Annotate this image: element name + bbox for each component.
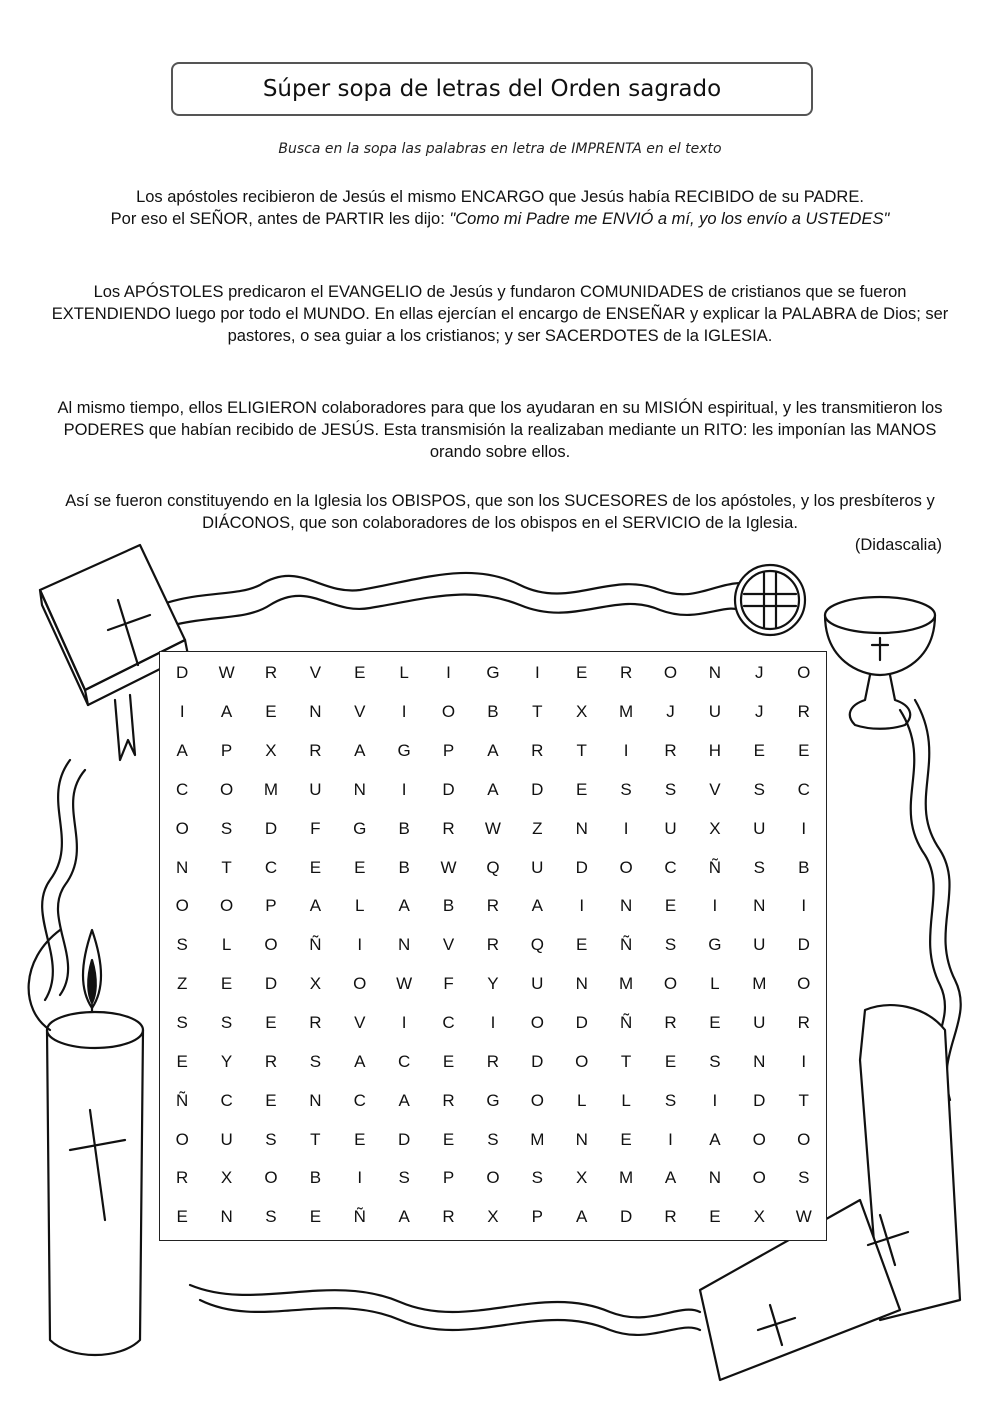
grid-letter[interactable]: Q [486, 857, 500, 877]
grid-letter[interactable]: I [357, 935, 363, 955]
grid-letter[interactable]: I [579, 896, 585, 916]
grid-letter[interactable]: R [797, 1013, 810, 1033]
grid-letter[interactable]: U [220, 1129, 233, 1149]
grid-letter[interactable]: A [709, 1129, 721, 1149]
grid-letter[interactable]: Ñ [309, 935, 322, 955]
grid-letter[interactable]: H [708, 741, 722, 761]
grid-letter[interactable]: S [664, 1090, 677, 1110]
paragraph-2 [40, 281, 960, 347]
grid-letter[interactable]: M [752, 974, 767, 994]
grid-letter[interactable]: O [175, 896, 189, 916]
grid-letter[interactable]: S [753, 779, 765, 799]
grid-letter[interactable]: R [264, 1051, 278, 1071]
grid-letter[interactable]: I [801, 1051, 807, 1071]
grid-letter[interactable]: U [664, 818, 677, 838]
grid-letter[interactable]: L [710, 974, 720, 994]
grid-letter[interactable]: C [398, 1051, 411, 1071]
grid-letter[interactable]: P [442, 1168, 455, 1188]
grid-row [160, 1004, 826, 1043]
grid-letter[interactable]: I [623, 741, 629, 761]
grid-letter[interactable]: I [401, 779, 407, 799]
grid-letter[interactable]: Y [487, 974, 499, 994]
grid-letter[interactable]: O [264, 1168, 278, 1188]
grid-letter[interactable]: E [354, 857, 366, 877]
grid-letter[interactable]: O [441, 702, 456, 722]
grid-letter[interactable]: I [446, 663, 451, 683]
grid-letter[interactable]: I [712, 896, 718, 916]
grid-letter[interactable]: A [354, 1051, 366, 1071]
grid-letter[interactable]: D [753, 1090, 766, 1110]
grid-letter[interactable]: U [531, 974, 544, 994]
grid-letter[interactable]: C [176, 779, 189, 799]
grid-letter[interactable]: E [576, 779, 588, 799]
grid-letter[interactable]: E [309, 1207, 322, 1227]
grid-letter[interactable]: N [575, 818, 588, 838]
grid-letter[interactable]: A [398, 896, 410, 916]
grid-letter[interactable]: S [176, 1013, 188, 1033]
grid-letter[interactable]: O [175, 818, 189, 838]
grid-letter[interactable]: I [801, 818, 807, 838]
grid-letter[interactable]: M [619, 1168, 634, 1188]
grid-letter[interactable]: S [664, 779, 677, 799]
grid-letter[interactable]: R [619, 663, 633, 683]
grid-letter[interactable]: S [709, 1051, 721, 1071]
grid-letter[interactable]: P [220, 741, 233, 761]
grid-letter[interactable]: G [397, 741, 411, 761]
grid-letter[interactable]: A [354, 741, 366, 761]
grid-letter[interactable]: E [220, 974, 233, 994]
grid-letter[interactable]: T [620, 1051, 632, 1071]
grid-letter[interactable]: W [440, 857, 457, 877]
grid-letter[interactable]: N [353, 779, 366, 799]
grid-row [160, 1159, 826, 1198]
grid-letter[interactable]: S [487, 1129, 499, 1149]
grid-letter[interactable]: D [398, 1129, 411, 1149]
grid-letter[interactable]: V [354, 1013, 366, 1033]
paragraph-2-text: Los APÓSTOLES predicaron el EVANGELIO de Jesús y fundaron COMUNIDADES de cristianos que se fueron EXTENDIENDO luego por todo el MUNDO. En ellas ejercían el encargo de ENSEÑAR y explicar la PALABRA de Dios; ser pastores, o sea guiar a los cristianos; y ser SACERDOTES de la IGLESIA. [51, 283, 949, 345]
grid-row [160, 809, 826, 848]
grid-letter[interactable]: R [531, 741, 544, 761]
grid-letter[interactable]: Y [220, 1051, 233, 1071]
word-search-grid [159, 651, 827, 1241]
grid-letter[interactable]: R [309, 741, 322, 761]
grid-letter[interactable]: O [752, 1168, 766, 1188]
grid-letter[interactable]: R [442, 1090, 455, 1110]
grid-letter[interactable]: A [309, 896, 322, 916]
grid-letter[interactable]: Ñ [708, 857, 722, 877]
grid-letter[interactable]: M [619, 702, 634, 722]
grid-letter[interactable]: G [708, 935, 722, 955]
paragraph-4-text: Así se fueron constituyendo en la Iglesia los OBISPOS, que son los SUCESORES de los apóstoles, y los presbíteros y DIÁCONOS, que son colaboradores de los obispos en el SERVICIO de la Iglesia. [65, 492, 935, 532]
grid-letter[interactable]: Ñ [176, 1090, 189, 1110]
grid-letter[interactable]: S [265, 1129, 277, 1149]
grid-letter[interactable]: O [175, 1129, 189, 1149]
grid-letter[interactable]: N [619, 896, 633, 916]
grid-letter[interactable]: T [221, 857, 232, 877]
grid-letter[interactable]: W [218, 663, 235, 683]
grid-letter[interactable]: N [220, 1207, 233, 1227]
grid-letter[interactable]: S [398, 1168, 410, 1188]
grid-letter[interactable]: T [576, 741, 587, 761]
grid-letter[interactable]: C [264, 857, 278, 877]
grid-letter[interactable]: R [797, 702, 810, 722]
grid-letter[interactable]: N [708, 1168, 722, 1188]
grid-letter[interactable]: V [309, 663, 322, 683]
grid-letter[interactable]: X [487, 1207, 499, 1227]
grid-letter[interactable]: E [265, 1013, 277, 1033]
grid-letter[interactable]: S [176, 935, 188, 955]
grid-letter[interactable]: N [398, 935, 411, 955]
grid-row [160, 887, 826, 926]
grid-letter[interactable]: X [709, 818, 721, 838]
grid-letter[interactable]: E [309, 857, 322, 877]
grid-letter[interactable]: I [623, 818, 629, 838]
source-credit: (Didascalia) [854, 536, 942, 554]
grid-letter[interactable]: C [797, 779, 810, 799]
grid-letter[interactable]: L [621, 1090, 631, 1110]
grid-letter[interactable]: E [176, 1207, 188, 1227]
grid-letter[interactable]: I [490, 1013, 496, 1033]
grid-letter[interactable]: L [221, 935, 232, 955]
grid-letter[interactable]: U [753, 818, 766, 838]
grid-letter[interactable]: I [357, 1168, 363, 1188]
grid-letter[interactable]: E [176, 1051, 188, 1071]
grid-letter[interactable]: J [755, 663, 764, 683]
grid-letter[interactable]: T [310, 1129, 321, 1149]
grid-letter[interactable]: U [309, 779, 322, 799]
grid-letter[interactable]: O [663, 974, 678, 994]
grid-letter[interactable]: N [575, 1129, 588, 1149]
paragraph-1-text: Por eso el SEÑOR, antes de PARTIR les dijo: [110, 210, 450, 228]
grid-letter[interactable]: R [442, 818, 455, 838]
grid-letter[interactable]: A [664, 1168, 677, 1188]
grid-row [160, 1042, 826, 1081]
grid-letter[interactable]: E [442, 1051, 455, 1071]
grid-letter[interactable]: A [576, 1207, 588, 1227]
grid-letter[interactable]: O [663, 663, 678, 683]
grid-letter[interactable]: C [353, 1090, 366, 1110]
grid-row [160, 1120, 826, 1159]
grid-letter[interactable]: O [797, 974, 811, 994]
grid-letter[interactable]: O [575, 1051, 589, 1071]
grid-letter[interactable]: N [708, 663, 722, 683]
grid-letter[interactable]: E [753, 741, 765, 761]
grid-letter[interactable]: R [264, 663, 278, 683]
paragraph-4 [40, 490, 960, 534]
grid-letter[interactable]: N [309, 1090, 322, 1110]
grid-letter[interactable]: L [355, 896, 365, 916]
grid-letter[interactable]: J [666, 702, 675, 722]
grid-letter[interactable]: C [220, 1090, 233, 1110]
grid-letter[interactable]: R [664, 1013, 677, 1033]
grid-letter[interactable]: A [487, 741, 499, 761]
grid-row [160, 771, 826, 810]
grid-letter[interactable]: L [576, 1090, 587, 1110]
grid-letter[interactable]: D [442, 779, 455, 799]
grid-letter[interactable]: X [220, 1168, 233, 1188]
grid-letter[interactable]: R [664, 741, 677, 761]
grid-letter[interactable]: S [664, 935, 677, 955]
paragraph-1-line-1: Los apóstoles recibieron de Jesús el mismo ENCARGO que Jesús había RECIBIDO de su PADRE. [136, 188, 864, 206]
grid-letter[interactable]: Z [177, 974, 188, 994]
grid-letter[interactable]: D [797, 935, 810, 955]
grid-letter[interactable]: S [265, 1207, 277, 1227]
grid-letter[interactable]: A [487, 779, 499, 799]
grid-letter[interactable]: F [443, 974, 454, 994]
grid-letter[interactable]: T [798, 1090, 809, 1110]
grid-letter[interactable]: S [220, 1013, 233, 1033]
grid-letter[interactable]: R [442, 1207, 455, 1227]
grid-row [160, 732, 826, 771]
grid-row [160, 654, 826, 693]
grid-letter[interactable]: E [576, 663, 588, 683]
grid-letter[interactable]: N [309, 702, 322, 722]
grid-letter[interactable]: N [575, 974, 588, 994]
grid-letter[interactable]: A [398, 1207, 410, 1227]
grid-letter[interactable]: I [712, 1090, 718, 1110]
grid-letter[interactable]: E [576, 935, 588, 955]
instructions: Busca en la sopa las palabras en letra de IMPRENTA en el texto [278, 141, 722, 157]
grid-letter[interactable]: Q [530, 935, 544, 955]
grid-letter[interactable]: T [532, 702, 543, 722]
grid-letter[interactable]: R [486, 935, 500, 955]
grid-row [160, 965, 826, 1004]
grid-letter[interactable]: R [486, 896, 500, 916]
grid-letter[interactable]: M [619, 974, 634, 994]
grid-letter[interactable]: O [264, 935, 278, 955]
grid-letter[interactable]: P [531, 1207, 543, 1227]
grid-letter[interactable]: E [265, 702, 277, 722]
grid-letter[interactable]: W [396, 974, 413, 994]
grid-letter[interactable]: Ñ [353, 1207, 366, 1227]
grid-letter[interactable]: S [753, 857, 765, 877]
grid-letter[interactable]: N [753, 1051, 766, 1071]
grid-letter[interactable]: J [755, 702, 764, 722]
grid-letter[interactable]: B [442, 896, 455, 916]
grid-letter[interactable]: I [179, 702, 185, 722]
grid-letter[interactable]: G [486, 1090, 500, 1110]
grid-letter[interactable]: Ñ [619, 935, 633, 955]
grid-letter[interactable]: W [484, 818, 501, 838]
grid-letter[interactable]: B [398, 857, 410, 877]
grid-letter[interactable]: I [401, 1013, 407, 1033]
grid-letter[interactable]: M [263, 779, 279, 799]
grid-letter[interactable]: Z [532, 818, 543, 838]
grid-letter[interactable]: V [442, 935, 455, 955]
grid-letter[interactable]: O [219, 896, 234, 916]
grid-letter[interactable]: O [530, 1090, 544, 1110]
grid-letter[interactable]: L [399, 663, 409, 683]
grid-letter[interactable]: A [398, 1090, 410, 1110]
grid-letter[interactable]: C [442, 1013, 455, 1033]
grid-letter[interactable]: O [619, 857, 633, 877]
grid-letter[interactable]: E [709, 1207, 721, 1227]
grid-row [160, 1198, 826, 1237]
grid-letter[interactable]: R [309, 1013, 322, 1033]
grid-letter[interactable]: I [401, 702, 407, 722]
grid-letter[interactable]: Ñ [619, 1013, 633, 1033]
grid-letter[interactable]: D [264, 974, 278, 994]
grid-row [160, 926, 826, 965]
grid-letter[interactable]: W [795, 1207, 812, 1227]
grid-letter[interactable]: R [176, 1168, 189, 1188]
paragraph-3-text: Al mismo tiempo, ellos ELIGIERON colaboradores para que los ayudaran en su MISIÓN espiritual, y les transmitieron los PODERES que habían recibido de JESÚS. Esta transmisión la realizaban mediante un RITO: les imponían las MANOS orando sobre ellos. [57, 399, 943, 461]
word-search-table [160, 654, 826, 1237]
grid-letter[interactable]: D [619, 1207, 633, 1227]
grid-letter[interactable]: P [442, 741, 455, 761]
grid-letter[interactable]: V [354, 702, 366, 722]
grid-letter[interactable]: S [309, 1051, 322, 1071]
grid-letter[interactable]: S [798, 1168, 810, 1188]
grid-letter[interactable]: E [442, 1129, 455, 1149]
paragraph-1-quote: "Como mi Padre me ENVIÓ a mí, yo los envío a USTEDES" [449, 210, 890, 228]
grid-letter[interactable]: S [620, 779, 632, 799]
grid-letter[interactable]: E [620, 1129, 632, 1149]
paragraph-1-line-2 [40, 208, 960, 230]
grid-letter[interactable]: U [708, 702, 722, 722]
grid-letter[interactable]: A [220, 702, 233, 722]
grid-letter[interactable]: N [176, 857, 189, 877]
grid-row [160, 693, 826, 732]
grid-letter[interactable]: S [531, 1168, 543, 1188]
grid-letter[interactable]: E [664, 896, 677, 916]
paragraph-1 [40, 186, 960, 230]
grid-letter[interactable]: B [798, 857, 810, 877]
grid-letter[interactable]: I [668, 1129, 673, 1149]
grid-letter[interactable]: V [709, 779, 721, 799]
grid-letter[interactable]: E [664, 1051, 677, 1071]
grid-letter[interactable]: D [575, 1013, 588, 1033]
grid-row [160, 848, 826, 887]
grid-letter[interactable]: E [798, 741, 810, 761]
grid-letter[interactable]: I [801, 896, 807, 916]
grid-letter[interactable]: N [753, 896, 766, 916]
grid-letter[interactable]: X [576, 702, 588, 722]
grid-letter[interactable]: O [752, 1129, 766, 1149]
paragraph-3 [40, 397, 960, 463]
grid-letter[interactable]: E [354, 1129, 366, 1149]
grid-letter[interactable]: B [487, 702, 499, 722]
grid-letter[interactable]: E [354, 663, 366, 683]
grid-letter[interactable]: O [797, 1129, 811, 1149]
grid-letter[interactable]: A [531, 896, 543, 916]
grid-letter[interactable]: E [709, 1013, 721, 1033]
grid-letter[interactable]: M [530, 1129, 545, 1149]
grid-letter[interactable]: C [664, 857, 677, 877]
grid-letter[interactable]: B [309, 1168, 322, 1188]
grid-letter[interactable]: X [753, 1207, 765, 1227]
grid-letter[interactable]: E [265, 1090, 277, 1110]
grid-letter[interactable]: R [486, 1051, 500, 1071]
page-title: Súper sopa de letras del Orden sagrado [171, 62, 813, 116]
grid-letter[interactable]: D [575, 857, 588, 877]
grid-letter[interactable]: D [264, 818, 278, 838]
grid-letter[interactable]: U [753, 1013, 766, 1033]
grid-letter[interactable]: D [176, 663, 189, 683]
grid-letter[interactable]: D [531, 1051, 544, 1071]
grid-letter[interactable]: P [265, 896, 277, 916]
grid-letter[interactable]: O [797, 663, 811, 683]
grid-letter[interactable]: X [309, 974, 322, 994]
grid-letter[interactable]: B [398, 818, 410, 838]
grid-letter[interactable]: G [486, 663, 500, 683]
grid-letter[interactable]: O [219, 779, 234, 799]
grid-letter[interactable]: U [753, 935, 766, 955]
grid-letter[interactable]: X [576, 1168, 588, 1188]
grid-letter[interactable]: I [534, 663, 540, 683]
grid-row [160, 1081, 826, 1120]
grid-letter[interactable]: F [310, 818, 321, 838]
grid-letter[interactable]: R [664, 1207, 677, 1227]
grid-letter[interactable]: S [220, 818, 233, 838]
grid-letter[interactable]: O [486, 1168, 500, 1188]
grid-letter[interactable]: D [531, 779, 544, 799]
grid-letter[interactable]: X [265, 741, 277, 761]
grid-letter[interactable]: G [353, 818, 367, 838]
grid-letter[interactable]: U [531, 857, 544, 877]
grid-letter[interactable]: O [353, 974, 367, 994]
grid-letter[interactable]: A [176, 741, 188, 761]
grid-letter[interactable]: O [530, 1013, 544, 1033]
